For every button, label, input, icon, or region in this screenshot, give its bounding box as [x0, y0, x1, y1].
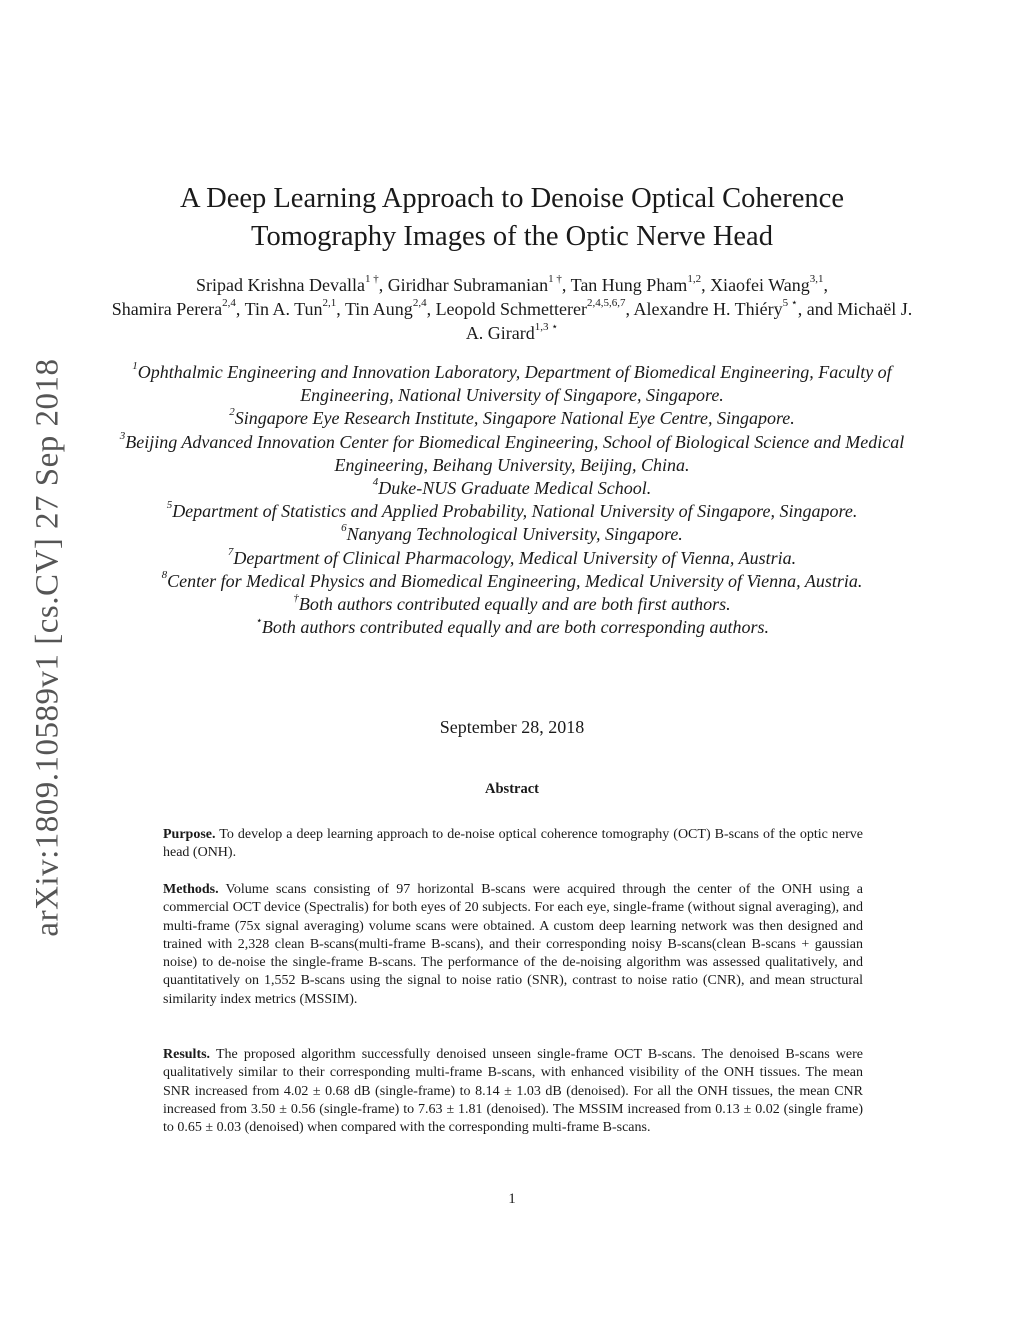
affiliation-text: Ophthalmic Engineering and Innovation Laboratory, Department of Biomedical Engineering, Faculty of Engineering, National University of Singapore, Singapore. — [137, 362, 892, 406]
author-separator: , — [625, 299, 634, 319]
affiliation-mark: ⋆ — [254, 615, 262, 628]
author-name: Xiaofei Wang — [710, 275, 810, 295]
arxiv-identifier-margin — [28, 347, 68, 947]
affiliation-item — [110, 431, 914, 477]
affiliation-mark: 1 — [132, 360, 138, 372]
author-name: Tan Hung Pham — [570, 275, 688, 295]
author-separator: , — [426, 299, 436, 319]
author-separator: , — [701, 275, 711, 295]
author-affiliation-mark: 5 ⋆ — [782, 297, 798, 309]
methods-label: Methods. — [163, 882, 219, 897]
affiliation-text: Duke-NUS Graduate Medical School. — [378, 478, 652, 499]
title-line-1: A Deep Learning Approach to Denoise Optical Coherence — [180, 183, 844, 214]
author-affiliation-mark: 2,4,5,6,7 — [587, 297, 626, 309]
affiliation-item — [110, 570, 914, 593]
author-affiliation-mark: 1 † — [548, 273, 562, 285]
affiliation-text: Department of Clinical Pharmacology, Medical University of Vienna, Austria. — [233, 547, 797, 568]
affiliation-item — [110, 407, 914, 430]
purpose-text: To develop a deep learning approach to de-noise optical coherence tomography (OCT) B-scans of the optic nerve head (ONH). — [163, 827, 863, 861]
paper-title — [150, 180, 874, 256]
affiliation-mark: 8 — [161, 568, 168, 581]
affiliation-item — [110, 361, 914, 407]
author-name: Shamira Perera — [111, 299, 223, 319]
title-line-2: Tomography Images of the Optic Nerve Head — [251, 221, 773, 252]
results-label: Results. — [163, 1047, 211, 1062]
page-number: 1 — [508, 1191, 516, 1207]
author-affiliation-mark: 1,2 — [687, 273, 702, 285]
abstract-heading: Abstract — [485, 781, 539, 797]
affiliation-mark: 3 — [119, 429, 126, 442]
affiliation-mark: † — [293, 592, 299, 605]
author-separator: , — [823, 275, 828, 295]
author-affiliation-mark: 2,1 — [322, 297, 337, 309]
results-text: The proposed algorithm successfully denoised unseen single-frame OCT B-scans. The denoised B-scans were qualitatively similar to their corresponding multi-frame B-scans, with enhanced visibility of the ONH tissues. The mean SNR increased from 4.02 ± 0.68 dB (single-frame) to 8.14 ± 1.03 dB (denoised). For all the ONH tissues, the mean CNR increased from 3.50 ± 0.56 (single-frame) to 7.63 ± 1.81 (denoised). The MSSIM increased from 0.13 ± 0.02 (single frame) to 0.65 ± 0.03 (denoised) when compared with the corresponding multi-frame B-scans. — [163, 1047, 864, 1136]
abstract-methods — [163, 881, 863, 1009]
author-affiliation-mark: 3,1 — [809, 273, 824, 285]
affiliation-item — [110, 616, 914, 639]
author-name: Tin Aung — [344, 299, 413, 319]
author-separator: , and — [797, 299, 838, 319]
abstract-results — [163, 1046, 863, 1137]
affiliation-text: Nanyang Technological University, Singapore. — [346, 524, 683, 545]
affiliation-item — [110, 523, 914, 546]
affiliation-item — [110, 477, 914, 500]
affiliation-item — [110, 500, 914, 523]
publication-date: September 28, 2018 — [439, 717, 585, 737]
author-line-1 — [110, 273, 914, 297]
affiliation-mark: 2 — [229, 406, 235, 419]
affiliation-text: Department of Statistics and Applied Probability, National University of Singapore, Singapore. — [172, 501, 858, 522]
author-affiliation-mark: 1 † — [364, 273, 379, 285]
affiliation-text: Center for Medical Physics and Biomedical Engineering, Medical University of Vienna, Austria. — [167, 570, 863, 591]
author-name: Giridhar Subramanian — [387, 275, 549, 295]
affiliation-text: Singapore Eye Research Institute, Singapore National Eye Centre, Singapore. — [234, 408, 795, 429]
affiliation-item — [110, 547, 914, 570]
affiliation-list — [110, 361, 914, 639]
affiliation-text: Both authors contributed equally and are both first authors. — [298, 594, 731, 615]
affiliation-text: Beijing Advanced Innovation Center for Biomedical Engineering, School of Biological Science and Medical Engineering, Beihang University, Beijing, China. — [125, 431, 905, 475]
affiliation-mark: 4 — [372, 476, 379, 489]
purpose-label: Purpose. — [163, 827, 216, 842]
author-affiliation-mark: 1,3 ⋆ — [534, 321, 559, 333]
affiliation-mark: 7 — [227, 545, 234, 558]
affiliation-text: Both authors contributed equally and are both corresponding authors. — [261, 617, 770, 638]
author-affiliation-mark: 2,4 — [412, 297, 427, 309]
author-name: Tin A. Tun — [244, 299, 323, 319]
arxiv-identifier: arXiv:1809.10589v1 [cs.CV] 27 Sep 2018 — [29, 357, 66, 937]
author-separator: , — [378, 275, 388, 295]
author-name: Michaël J. A. Girard — [465, 299, 913, 343]
author-list — [110, 273, 914, 345]
author-line-2 — [110, 297, 914, 345]
author-name: Sripad Krishna Devalla — [195, 275, 365, 295]
author-name: Alexandre H. Thiéry — [633, 299, 783, 319]
abstract-purpose — [163, 826, 863, 863]
affiliation-item — [110, 593, 914, 616]
author-separator: , — [235, 299, 245, 319]
affiliation-mark: 6 — [341, 522, 347, 535]
methods-text: Volume scans consisting of 97 horizontal B-scans were acquired through the center of the ONH using a commercial OCT device (Spectralis) for both eyes of 20 subjects. For each eye, single-frame (without signal averaging), and multi-frame (75x signal averaging) volume scans were obtained. A custom deep learning network was then designed and trained with 2,328 clean B-scans(multi-frame B-scans), and their corresponding noisy B-scans(clean B-scans + gaussian noise) to de-noise the single-frame B-scans. The performance of the de-noising algorithm was assessed qualitatively, and quantitatively on 1,552 B-scans using the signal to noise ratio (SNR), contrast to noise ratio (CNR), and mean structural similarity index metrics (MSSIM). — [163, 882, 863, 1007]
author-separator: , — [336, 299, 345, 319]
affiliation-mark: 5 — [166, 499, 173, 512]
author-name: Leopold Schmetterer — [435, 299, 588, 319]
author-affiliation-mark: 2,4 — [222, 297, 236, 309]
author-separator: , — [561, 275, 571, 295]
